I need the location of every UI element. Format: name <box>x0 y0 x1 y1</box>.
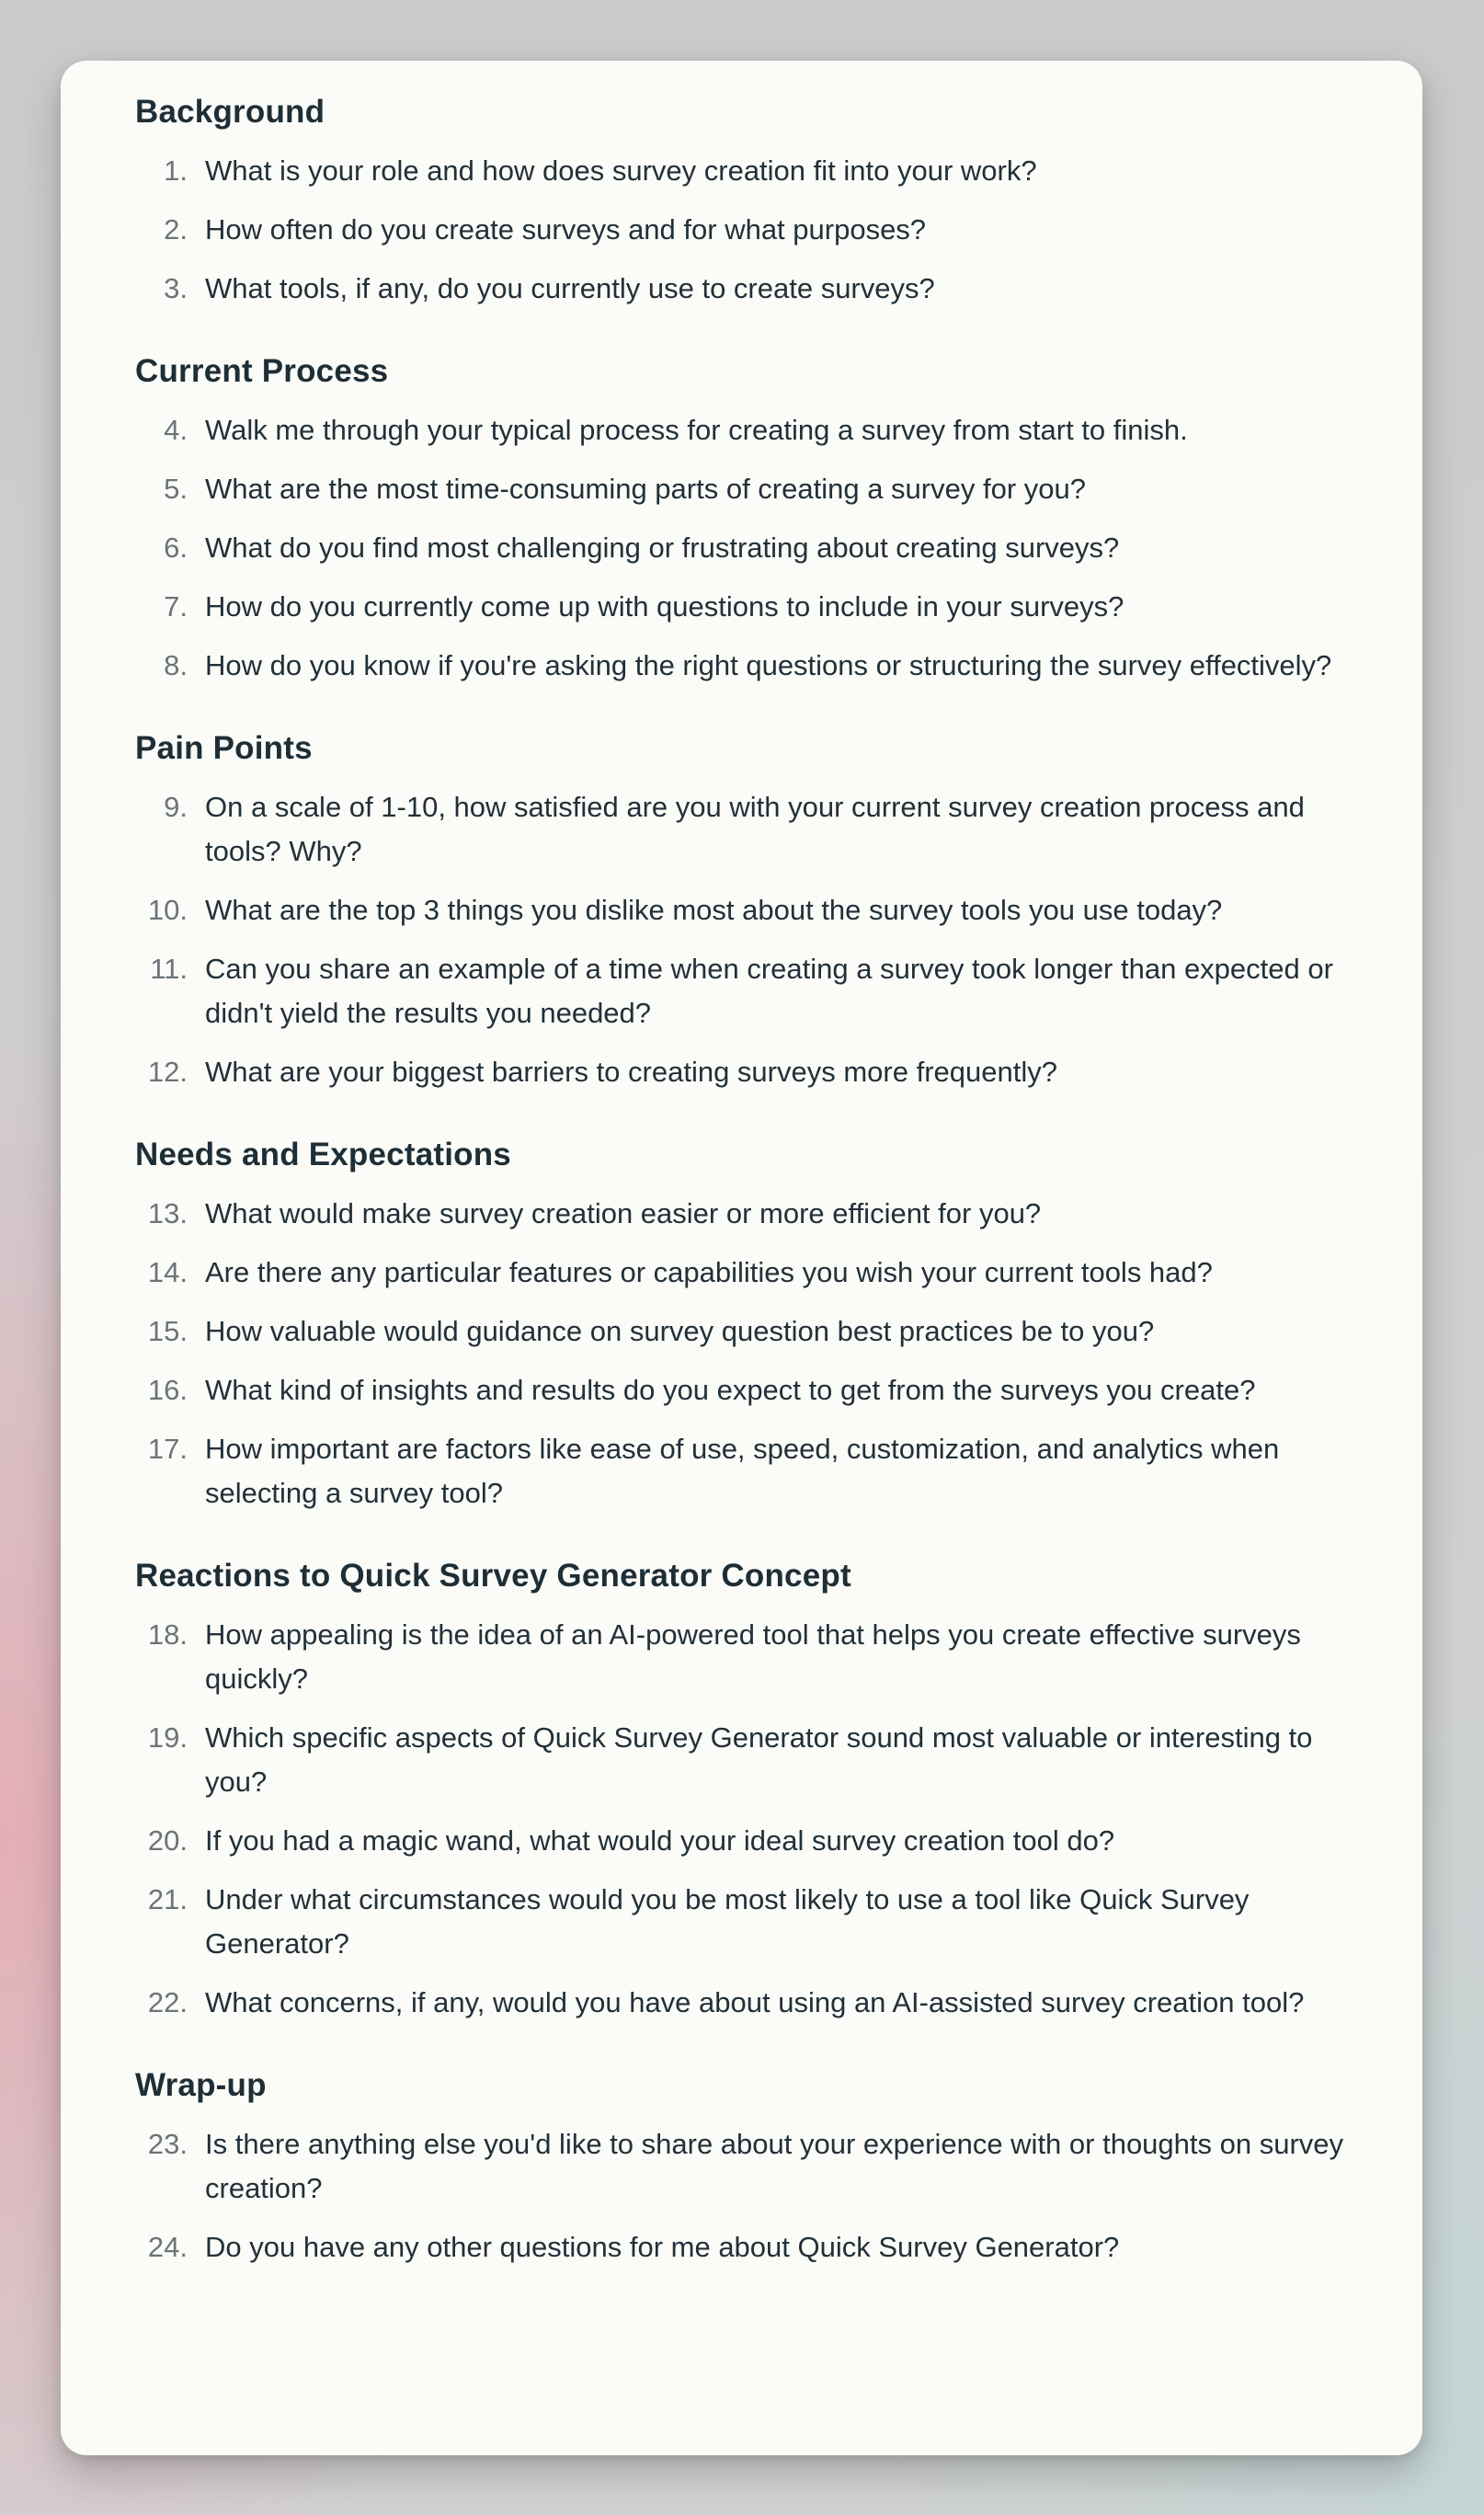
question-number: 21. <box>147 1883 188 1915</box>
question-number: 15. <box>147 1315 188 1347</box>
question-text: On a scale of 1-10, how satisfied are you with your current survey creation process and tools? Why? <box>205 791 1305 867</box>
question-list <box>135 2122 1376 2269</box>
section-pain-points <box>135 728 1376 1094</box>
section-current-process <box>135 351 1376 688</box>
question-number: 19. <box>147 1721 188 1754</box>
section-title: Needs and Expectations <box>135 1137 511 1172</box>
question-item <box>135 208 1376 252</box>
question-number: 9. <box>164 791 188 823</box>
question-item <box>135 2122 1376 2211</box>
question-item <box>135 2225 1376 2269</box>
question-text: How valuable would guidance on survey question best practices be to you? <box>205 1315 1155 1347</box>
question-number: 2. <box>164 213 188 246</box>
question-text: Are there any particular features or capabilities you wish your current tools had? <box>205 1256 1213 1288</box>
question-text: What are the most time-consuming parts of creating a survey for you? <box>205 473 1086 505</box>
question-number: 18. <box>147 1618 188 1651</box>
question-number: 8. <box>164 649 188 681</box>
question-list <box>135 1192 1376 1515</box>
question-list <box>135 149 1376 311</box>
question-item <box>135 585 1376 629</box>
question-text: Is there anything else you'd like to share about your experience with or thoughts on survey creation? <box>205 2128 1344 2204</box>
section-needs-and-expectations <box>135 1135 1376 1515</box>
question-text: Which specific aspects of Quick Survey Generator sound most valuable or interesting to you? <box>205 1721 1313 1798</box>
question-text: What are your biggest barriers to creating surveys more frequently? <box>205 1056 1057 1088</box>
question-text: Under what circumstances would you be most likely to use a tool like Quick Survey Generator? <box>205 1883 1250 1960</box>
question-item <box>135 947 1376 1035</box>
section-title: Pain Points <box>135 730 313 766</box>
question-number: 16. <box>147 1374 188 1406</box>
question-text: What do you find most challenging or frustrating about creating surveys? <box>205 532 1120 564</box>
question-number: 11. <box>150 953 188 985</box>
question-item <box>135 1819 1376 1863</box>
interview-guide-card <box>61 61 1422 2455</box>
question-text: If you had a magic wand, what would your ideal survey creation tool do? <box>205 1824 1115 1857</box>
question-text: What is your role and how does survey creation fit into your work? <box>205 154 1037 187</box>
question-number: 6. <box>164 532 188 564</box>
question-item <box>135 785 1376 874</box>
question-item <box>135 1981 1376 2025</box>
question-text: What tools, if any, do you currently use to create surveys? <box>205 272 935 304</box>
question-item <box>135 149 1376 193</box>
question-item <box>135 1716 1376 1804</box>
question-item <box>135 644 1376 688</box>
question-text: How appealing is the idea of an AI-powered tool that helps you create effective surveys quickly? <box>205 1618 1301 1695</box>
question-text: How often do you create surveys and for what purposes? <box>205 213 927 246</box>
question-text: What kind of insights and results do you expect to get from the surveys you create? <box>205 1374 1256 1406</box>
section-title: Reactions to Quick Survey Generator Concept <box>135 1558 851 1594</box>
question-item <box>135 1309 1376 1354</box>
question-item <box>135 1427 1376 1515</box>
question-item <box>135 1878 1376 1966</box>
question-text: How important are factors like ease of use, speed, customization, and analytics when selecting a survey tool? <box>205 1433 1280 1509</box>
section-wrap-up <box>135 2065 1376 2269</box>
question-number: 14. <box>147 1256 188 1288</box>
question-item <box>135 1050 1376 1094</box>
question-text: What are the top 3 things you dislike most about the survey tools you use today? <box>205 894 1223 926</box>
question-item <box>135 467 1376 511</box>
section-title: Current Process <box>135 353 389 389</box>
question-text: What concerns, if any, would you have about using an AI-assisted survey creation tool? <box>205 1986 1305 2018</box>
question-item <box>135 1192 1376 1236</box>
question-number: 4. <box>164 414 188 446</box>
question-item <box>135 1251 1376 1295</box>
question-list <box>135 785 1376 1094</box>
question-number: 17. <box>147 1433 188 1465</box>
section-title: Wrap-up <box>135 2067 267 2103</box>
question-number: 7. <box>164 590 188 623</box>
question-list <box>135 1613 1376 2025</box>
question-item <box>135 1368 1376 1412</box>
section-background <box>135 92 1376 311</box>
question-number: 3. <box>164 272 188 304</box>
question-number: 5. <box>164 473 188 505</box>
section-reactions-to-concept <box>135 1556 1376 2025</box>
question-list <box>135 408 1376 688</box>
question-number: 23. <box>147 2128 188 2160</box>
question-item <box>135 1613 1376 1701</box>
question-number: 24. <box>147 2231 188 2263</box>
question-item <box>135 526 1376 570</box>
question-number: 20. <box>147 1824 188 1857</box>
question-number: 22. <box>147 1986 188 2018</box>
section-title: Background <box>135 94 325 130</box>
question-text: Walk me through your typical process for creating a survey from start to finish. <box>205 414 1188 446</box>
question-number: 10. <box>147 894 188 926</box>
question-text: What would make survey creation easier or more efficient for you? <box>205 1197 1042 1229</box>
question-number: 12. <box>147 1056 188 1088</box>
question-item <box>135 408 1376 452</box>
question-text: How do you know if you're asking the right questions or structuring the survey effectively? <box>205 649 1332 681</box>
question-text: Do you have any other questions for me about Quick Survey Generator? <box>205 2231 1120 2263</box>
question-text: How do you currently come up with questions to include in your surveys? <box>205 590 1124 623</box>
question-item <box>135 267 1376 311</box>
question-item <box>135 888 1376 932</box>
question-number: 1. <box>164 154 188 187</box>
question-text: Can you share an example of a time when creating a survey took longer than expected or didn't yield the results you needed? <box>205 953 1333 1029</box>
question-number: 13. <box>147 1197 188 1229</box>
